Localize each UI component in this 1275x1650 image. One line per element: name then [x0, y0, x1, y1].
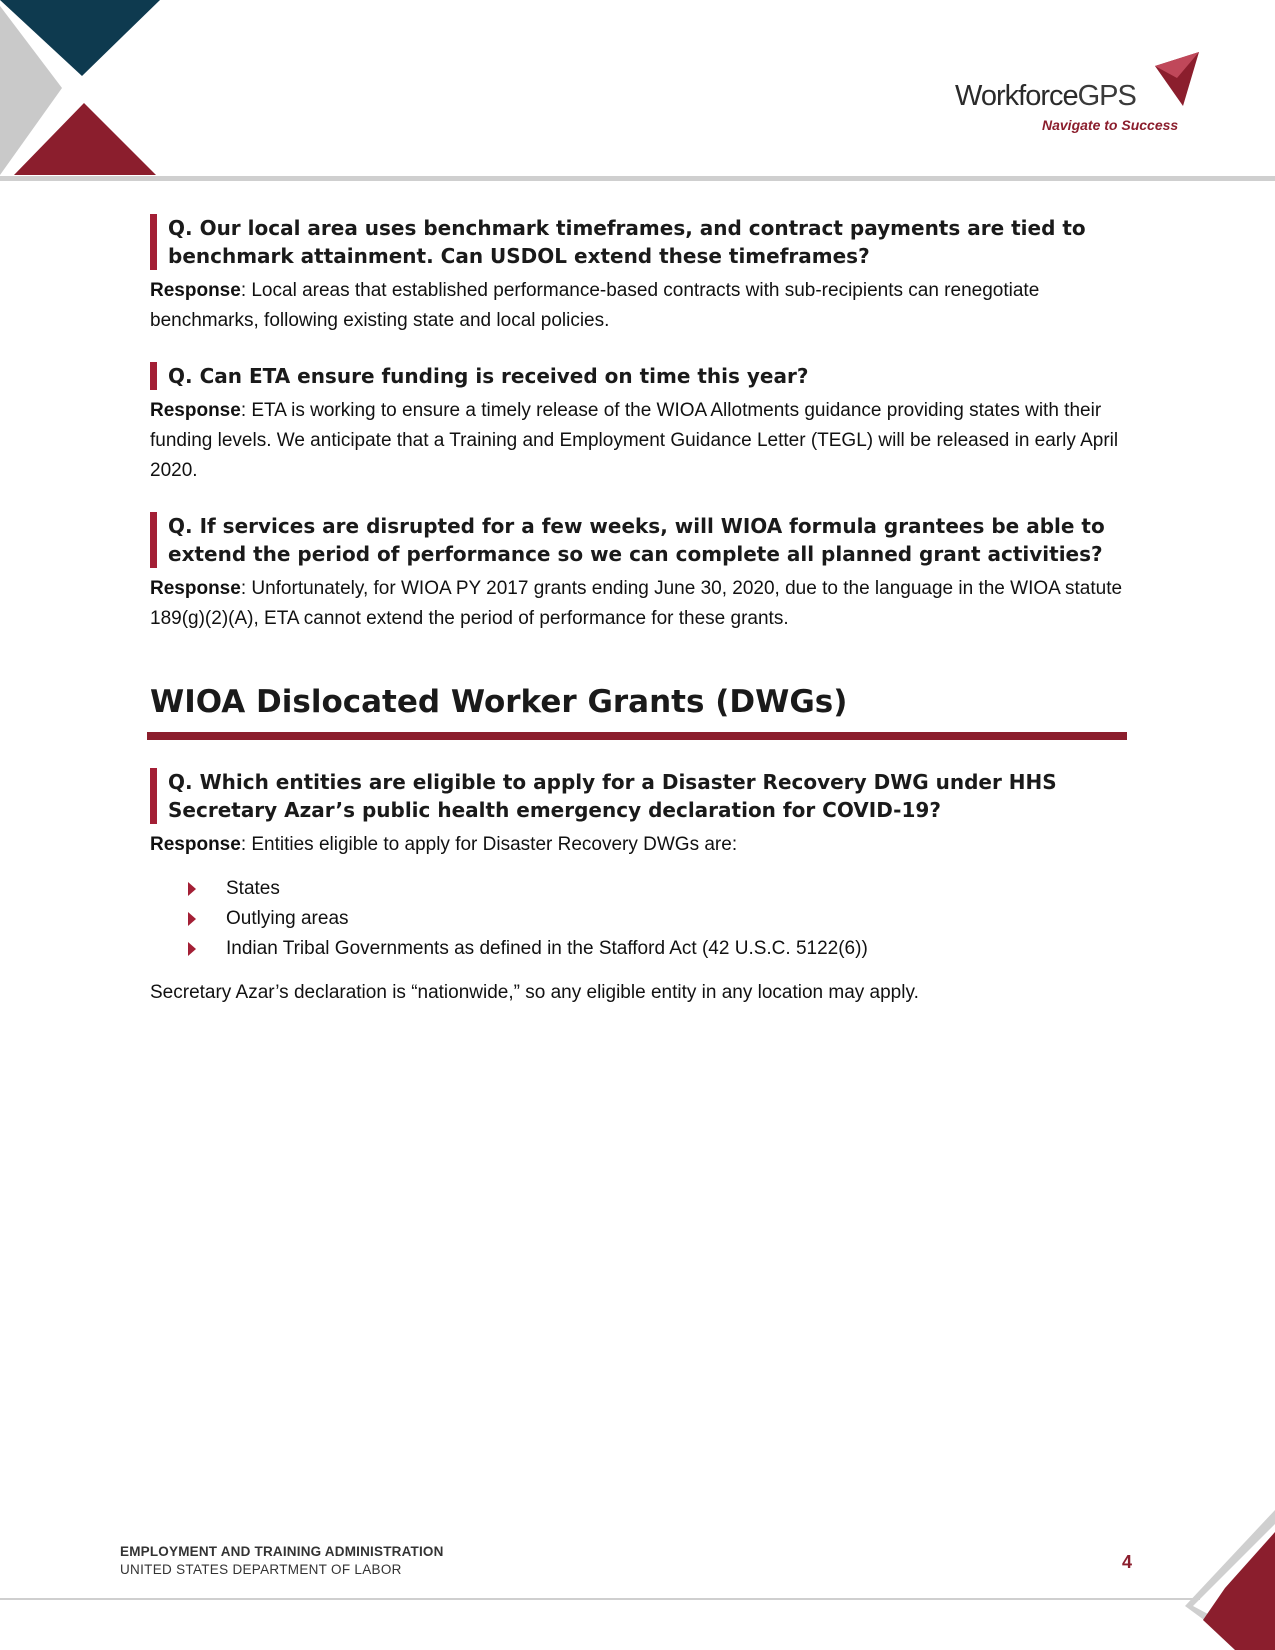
corner-decoration-bottom-right: [1185, 1510, 1275, 1650]
response-text: [150, 396, 1130, 486]
footer-org-line2: UNITED STATES DEPARTMENT OF LABOR: [120, 1562, 402, 1577]
logo-wordmark: [955, 80, 1136, 113]
bullet-triangle-icon: [188, 912, 196, 926]
response-body: : Unfortunately, for WIOA PY 2017 grants ending June 30, 2020, due to the language in the WIOA statute 189(g)(2)(A), ETA cannot extend the period of performance for these grants.: [150, 578, 1123, 629]
question-text: Q. Our local area uses benchmark timeframes, and contract payments are tied to benchmark attainment. Can USDOL extend these timeframes?: [150, 214, 1130, 270]
qa-item: [150, 214, 1130, 336]
section-divider: [147, 732, 1127, 740]
response-label: Response: [150, 400, 241, 421]
corner-decoration-top-left: [0, 0, 170, 180]
list-item-text: Indian Tribal Governments as defined in the Stafford Act (42 U.S.C. 5122(6)): [226, 938, 868, 959]
eligible-entities-list: [188, 874, 1130, 964]
list-item-text: States: [226, 878, 280, 899]
closing-paragraph: Secretary Azar’s declaration is “nationwide,” so any eligible entity in any location may apply.: [150, 982, 919, 1003]
response-text: [150, 830, 1130, 860]
qa-item: [150, 512, 1130, 634]
footer-org-line1: EMPLOYMENT AND TRAINING ADMINISTRATION: [120, 1544, 444, 1559]
bullet-triangle-icon: [188, 942, 196, 956]
qa-item: [150, 768, 1130, 860]
qa-item: [150, 362, 1130, 486]
list-item: [188, 904, 1130, 934]
question-text: Q. Which entities are eligible to apply for a Disaster Recovery DWG under HHS Secretary Azar’s public health emergency declaration for COVID-19?: [150, 768, 1130, 824]
response-body: : ETA is working to ensure a timely release of the WIOA Allotments guidance providing states with their funding levels. We anticipate that a Training and Employment Guidance Letter (TEGL) will be released in early April 2020.: [150, 400, 1119, 481]
workforcegps-logo: [955, 50, 1205, 140]
section-heading: WIOA Dislocated Worker Grants (DWGs): [150, 684, 848, 720]
page-number: 4: [1122, 1552, 1133, 1572]
response-label: Response: [150, 280, 241, 301]
footer-organization: [120, 1543, 444, 1579]
response-label: Response: [150, 834, 241, 855]
response-label: Response: [150, 578, 241, 599]
logo-word-gps: GPS: [1077, 80, 1136, 112]
list-item: [188, 934, 1130, 964]
response-text: [150, 574, 1130, 634]
response-body: : Entities eligible to apply for Disaster Recovery DWGs are:: [240, 834, 738, 855]
question-text: Q. If services are disrupted for a few weeks, will WIOA formula grantees be able to extend the period of performance so we can complete all planned grant activities?: [150, 512, 1130, 568]
header-divider: [0, 176, 1275, 181]
list-item: [188, 874, 1130, 904]
bullet-triangle-icon: [188, 882, 196, 896]
response-text: [150, 276, 1130, 336]
navigation-arrow-icon: [1153, 52, 1201, 108]
response-body: : Local areas that established performance-based contracts with sub-recipients can renegotiate benchmarks, following existing state and local policies.: [150, 280, 1040, 331]
footer-divider: [0, 1598, 1200, 1600]
question-text: Q. Can ETA ensure funding is received on time this year?: [150, 362, 1130, 390]
list-item-text: Outlying areas: [226, 908, 349, 929]
logo-tagline: Navigate to Success: [1042, 117, 1179, 133]
logo-word-main: Workforce: [955, 80, 1078, 112]
document-body: [150, 214, 1130, 1008]
